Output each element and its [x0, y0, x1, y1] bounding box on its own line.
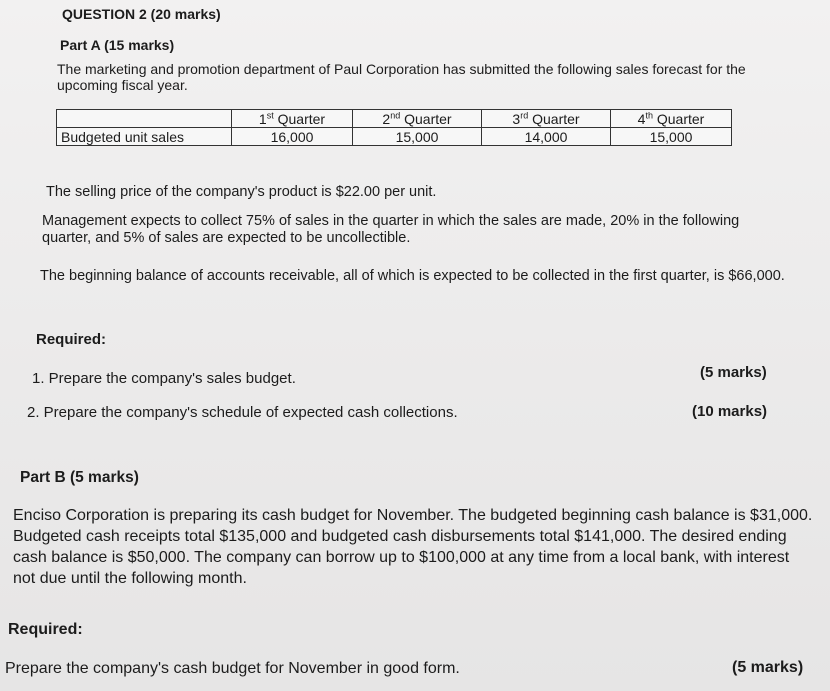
part-a-title: Part A (15 marks) — [60, 37, 175, 53]
part-a-required-label: Required: — [36, 331, 107, 348]
table-corner-cell — [57, 110, 232, 128]
quarter-header-3: 3rd Quarter — [482, 110, 611, 128]
part-b-required-label: Required: — [8, 621, 83, 638]
table-row — [57, 128, 732, 146]
q1-value: 16,000 — [232, 128, 353, 146]
part-b-marks: (5 marks) — [732, 659, 804, 676]
collection-paragraph: Management expects to collect 75% of sales in the quarter in which the sales are made, 20% in the following quarter, and 5% of sales are expected to be uncollectible. — [42, 213, 740, 246]
part-b-task: Prepare the company's cash budget for November in good form. — [5, 660, 460, 677]
table-header-row — [57, 110, 732, 128]
quarter-header-2: 2nd Quarter — [353, 110, 482, 128]
required-item-1-marks: (5 marks) — [700, 364, 767, 381]
q4-value: 15,000 — [611, 128, 732, 146]
intro-paragraph: The marketing and promotion department of Paul Corporation has submitted the following sales forecast for the upcoming fiscal year. — [57, 61, 746, 93]
selling-price-paragraph: The selling price of the company's product is $22.00 per unit. — [46, 184, 437, 200]
sales-forecast-table — [56, 109, 732, 146]
required-item-2: 2. Prepare the company's schedule of expected cash collections. — [27, 404, 458, 421]
row-label-budgeted-unit-sales: Budgeted unit sales — [57, 128, 232, 146]
part-b-paragraph: Enciso Corporation is preparing its cash budget for November. The budgeted beginning cash balance is $31,000. Budgeted cash receipts total $135,000 and budgeted cash disbursements total $141,000. The desired ending cash balance is $50,000. The company can borrow up to $100,000 at any time from a local bank, with interest not due until the following month. — [13, 507, 813, 587]
q2-value: 15,000 — [353, 128, 482, 146]
quarter-header-4: 4th Quarter — [611, 110, 732, 128]
receivable-paragraph: The beginning balance of accounts receivable, all of which is expected to be collected in the first quarter, is $66,000. — [40, 268, 785, 284]
required-item-1: 1. Prepare the company's sales budget. — [32, 370, 296, 387]
required-item-2-marks: (10 marks) — [692, 403, 768, 420]
q3-value: 14,000 — [482, 128, 611, 146]
question-title: QUESTION 2 (20 marks) — [62, 6, 221, 22]
quarter-header-1: 1st Quarter — [232, 110, 353, 128]
part-b-title: Part B (5 marks) — [20, 469, 139, 486]
